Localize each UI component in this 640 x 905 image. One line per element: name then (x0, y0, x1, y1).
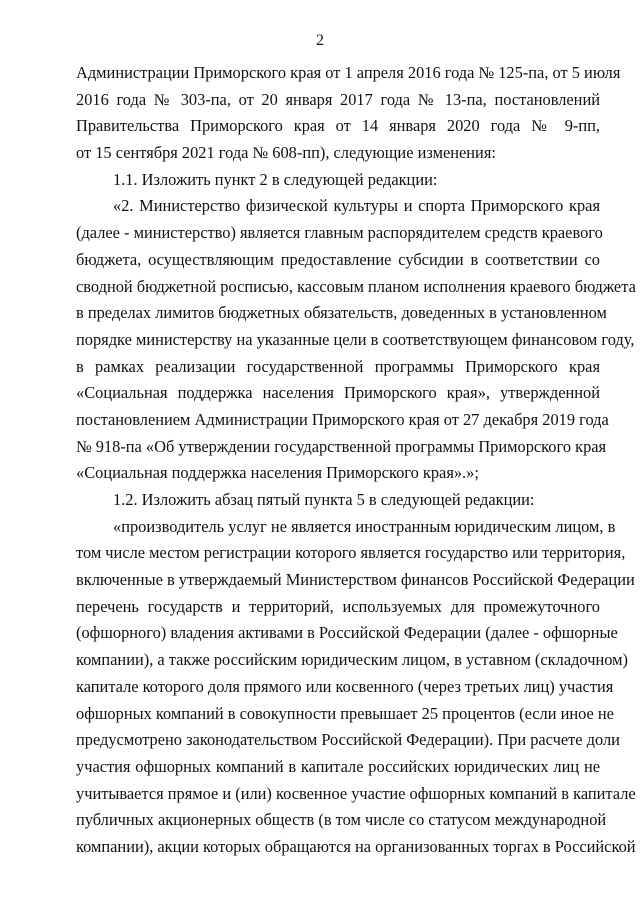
paragraph-line: сводной бюджетной росписью, кассовым планом исполнения краевого бюджета (76, 276, 636, 296)
paragraph-line: участия офшорных компаний в капитале российских юридических лиц не (76, 756, 600, 776)
paragraph-line: офшорных компаний в совокупности превышает 25 процентов (если иное не (76, 703, 614, 723)
paragraph-line: компании), акции которых обращаются на организованных торгах в Российской (76, 836, 636, 856)
paragraph-line: Правительства Приморского края от 14 января 2020 года № 9-пп, (76, 116, 600, 136)
paragraph-line: «Социальная поддержка населения Приморского края», утвержденной (76, 383, 600, 403)
paragraph-line: бюджета, осуществляющим предоставление субсидии в соответствии со (76, 249, 600, 269)
paragraph-line: № 918-па «Об утверждении государственной программы Приморского края (76, 436, 607, 456)
paragraph-line: перечень государств и территорий, используемых для промежуточного (76, 596, 600, 616)
paragraph-line: публичных акционерных обществ (в том числе со статусом международной (76, 810, 607, 830)
paragraph-line: в рамках реализации государственной программы Приморского края (76, 356, 600, 376)
paragraph-line: включенные в утверждаемый Министерством финансов Российской Федерации (76, 570, 635, 590)
paragraph-line: от 15 сентября 2021 года № 608-пп), следующие изменения: (76, 143, 496, 163)
paragraph (76, 60, 621, 167)
paragraph (76, 193, 636, 487)
paragraph-line: 1.2. Изложить абзац пятый пункта 5 в следующей редакции: (113, 490, 535, 509)
paragraph-line: капитале которого доля прямого или косвенного (через третьих лиц) участия (76, 676, 614, 696)
paragraph-line: компании), а также российским юридическим лицом, в уставном (складочном) (76, 650, 628, 670)
paragraph-line: том числе местом регистрации которого является государство или территория, (76, 543, 626, 563)
paragraph (76, 167, 600, 194)
paragraph (76, 514, 636, 861)
paragraph-line: «Социальная поддержка населения Приморского края».»; (76, 463, 479, 483)
paragraph-line: 2016 года № 303-па, от 20 января 2017 года № 13-па, постановлений (76, 89, 600, 109)
paragraph-line: предусмотрено законодательством Российской Федерации). При расчете доли (76, 730, 620, 750)
paragraph-line: порядке министерству на указанные цели в соответствующем финансовом году, (76, 329, 635, 349)
paragraph-line: в пределах лимитов бюджетных обязательств, доведенных в установленном (76, 303, 607, 323)
paragraph-line: (офшорного) владения активами в Российской Федерации (далее - офшорные (76, 623, 618, 643)
paragraph-line: 1.1. Изложить пункт 2 в следующей редакции: (113, 169, 438, 189)
page-number: 2 (316, 32, 324, 49)
paragraph-line: «производитель услуг не является иностранным юридическим лицом, в (113, 516, 616, 536)
paragraph-line: (далее - министерство) является главным распорядителем средств краевого (76, 223, 603, 243)
paragraph-line: постановлением Администрации Приморского края от 27 декабря 2019 года (76, 409, 609, 429)
document-body (76, 60, 636, 861)
paragraph-line: учитывается прямое и (или) косвенное участие офшорных компаний в капитале (76, 783, 636, 803)
paragraph (76, 487, 600, 514)
paragraph-line: Администрации Приморского края от 1 апреля 2016 года № 125-па, от 5 июля (76, 63, 621, 82)
paragraph-line: «2. Министерство физической культуры и спорта Приморского края (113, 196, 600, 216)
